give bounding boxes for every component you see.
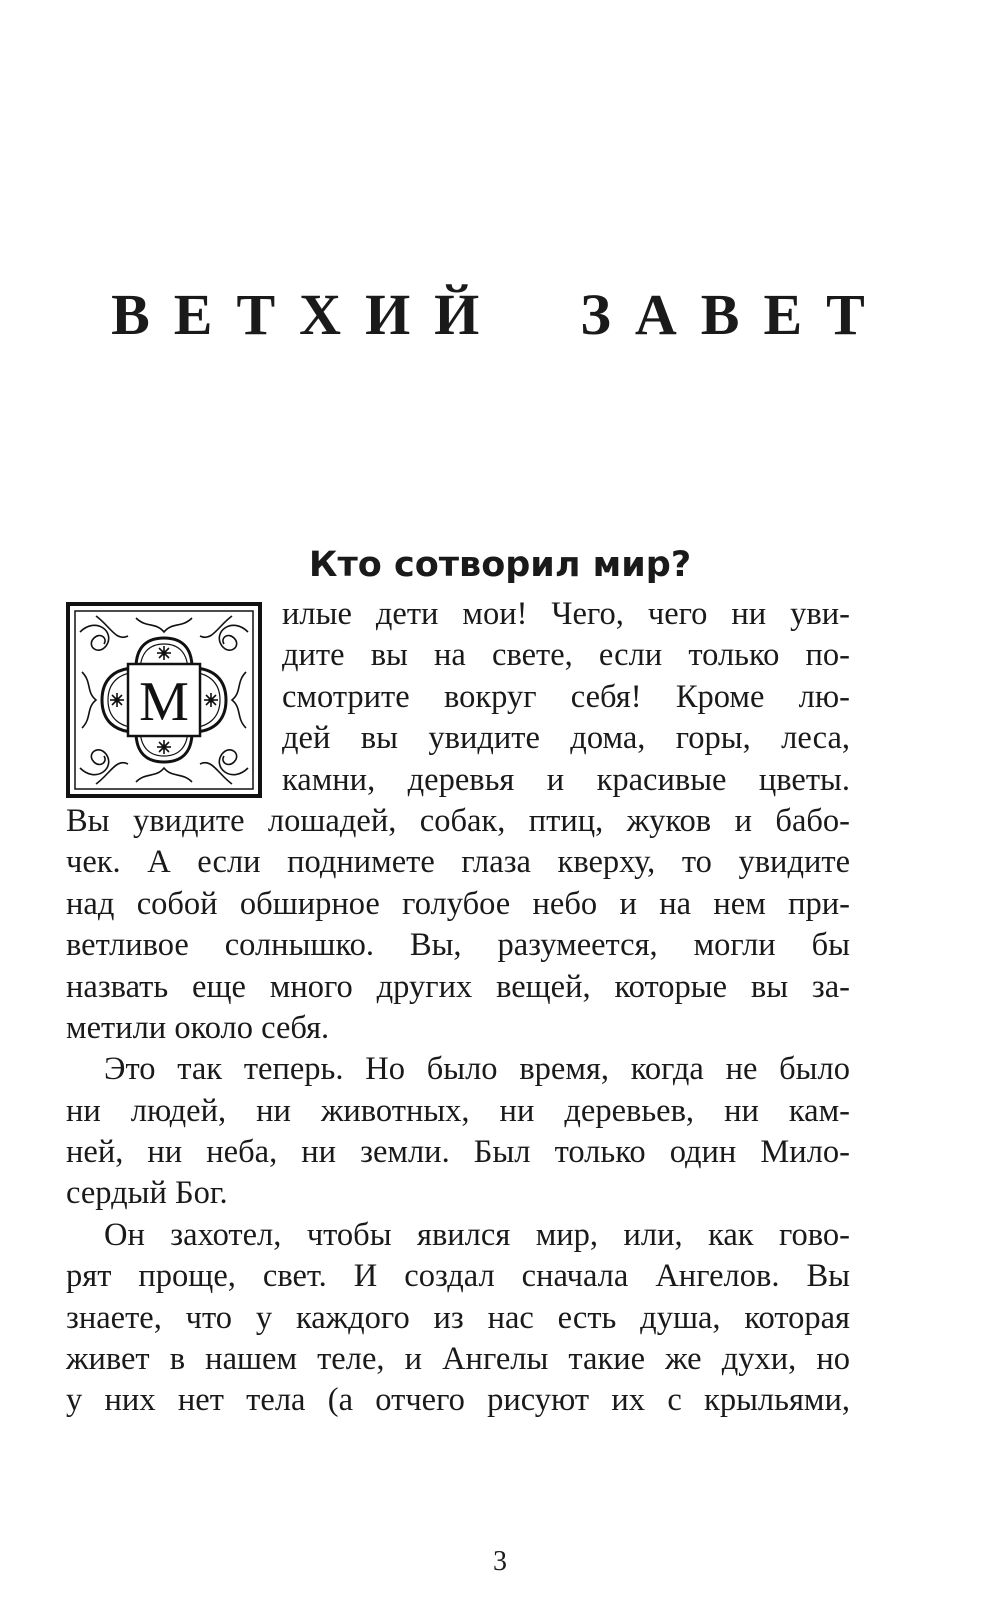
text-line: ветливое солнышко. Вы, разумеется, могли бы [66,927,850,964]
text-line: метили около себя. [66,1009,330,1046]
chapter-title: Кто сотворил мир? [308,545,692,585]
text-line: смотрите вокруг себя! Кроме лю- [282,678,850,715]
text-line: живет в нашем теле, и Ангелы такие же духи, но [66,1341,850,1378]
text-line: Это так теперь. Но было время, когда не было [104,1051,850,1088]
text-line: знаете, что у каждого из нас есть душа, которая [66,1299,850,1336]
text-line: илые дети мои! Чего, чего ни уви- [282,596,850,632]
text-line: ни людей, ни животных, ни деревьев, ни кам- [66,1092,850,1129]
page-number: 3 [493,1546,507,1577]
text-line: сердый Бог. [66,1175,228,1212]
text-line: над собой обширное голубое небо и на нем при- [66,885,850,922]
body-text [66,594,850,1422]
text-line: рят проще, свет. И создал сначала Ангелов. Вы [66,1258,850,1295]
text-line: чек. А если поднимете глаза кверху, то увидите [66,844,850,881]
text-line: ней, ни неба, ни земли. Был только один Мило- [66,1134,850,1171]
text-line: камни, деревья и красивые цветы. [282,761,850,798]
text-line: Он захотел, чтобы явился мир, или, как гово- [104,1216,850,1253]
text-line: у них нет тела (а отчего рисуют их с крыльями, [66,1382,850,1419]
text-line: дите вы на свете, если только по- [282,637,850,674]
text-line: дей вы увидите дома, горы, леса, [282,720,850,757]
dropcap-letter: М [139,671,189,733]
part-title: ВЕТХИЙ ЗАВЕТ [111,282,889,347]
text-line: Вы увидите лошадей, собак, птиц, жуков и бабо- [66,802,850,839]
text-line: назвать еще много других вещей, которые вы за- [66,968,850,1005]
